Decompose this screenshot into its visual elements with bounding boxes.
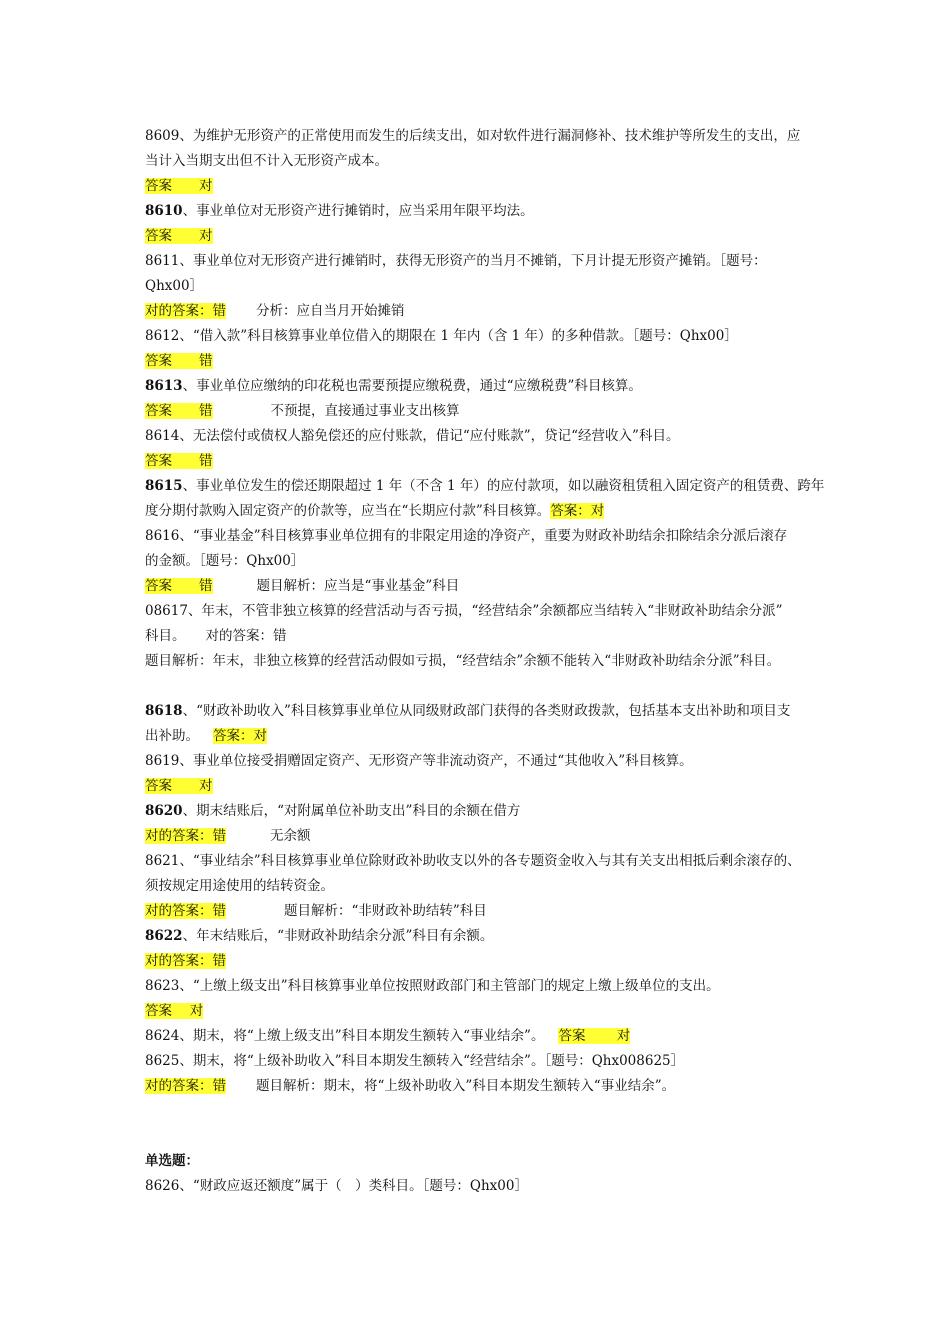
- question-text: 科目。: [145, 628, 186, 644]
- question-text: 、事业单位对无形资产进行摊销时，应当采用年限平均法。: [182, 203, 534, 219]
- answer-8619: [145, 774, 850, 799]
- question-8617-line2: [145, 624, 850, 649]
- answer-highlight: 对的答案：错: [145, 953, 226, 969]
- answer-text: 对的答案：错: [205, 628, 287, 644]
- answer-highlight: 答案：对: [550, 503, 605, 519]
- answer-8614: [145, 449, 850, 474]
- question-8612: 8612、“借入款”科目核算事业单位借入的期限在 1 年内（含 1 年）的多种借款。［题号：Qhx00］: [145, 328, 738, 344]
- answer-highlight: 答案 错: [145, 353, 213, 369]
- question-list: [145, 124, 850, 1199]
- answer-highlight: 答案 对: [145, 778, 213, 794]
- question-8609-line1: 8609、为维护无形资产的正常使用而发生的后续支出，如对软件进行漏洞修补、技术维护等所发生的支出，应: [145, 128, 801, 144]
- question-8619: 8619、事业单位接受捐赠固定资产、无形资产等非流动资产，不通过“其他收入”科目核算。: [145, 753, 693, 769]
- answer-note: 无余额: [270, 828, 311, 844]
- answer-highlight: 对的答案：错: [145, 303, 226, 319]
- question-text: 、“财政补助收入”科目核算事业单位从同级财政部门获得的各类财政拨款，包括基本支出补助和项目支: [182, 703, 791, 719]
- answer-8625: [145, 1074, 850, 1099]
- question-8621-line1: 8621、“事业结余”科目核算事业单位除财政补助收支以外的各专题资金收入与其有关支出相抵后剩余滚存的、: [145, 853, 801, 869]
- question-8618-line2: [145, 724, 850, 749]
- answer-highlight: 答案 错: [145, 453, 213, 469]
- answer-note: 题目解析：期末，将“上级补助收入”科目本期发生额转入“事业结余”。: [256, 1078, 676, 1094]
- question-8614: 8614、无法偿付或债权人豁免偿还的应付账款，借记“应付账款”，贷记“经营收入”科目。: [145, 428, 680, 444]
- answer-highlight: 答案 对: [145, 1003, 204, 1019]
- answer-8616: [145, 574, 850, 599]
- question-8611-line1: 8611、事业单位对无形资产进行摊销时，获得无形资产的当月不摊销，下月计提无形资产摊销。［题号：: [145, 253, 767, 269]
- answer-highlight: 对的答案：错: [145, 828, 226, 844]
- answer-highlight: 对的答案：错: [145, 1078, 226, 1094]
- answer-note: 分析：应自当月开始摊销: [256, 303, 405, 319]
- question-8611-line2: Qhx00］: [145, 278, 204, 294]
- question-number: 8620: [145, 803, 183, 819]
- question-8615-line2: [145, 499, 850, 524]
- question-number: 8610: [145, 203, 183, 219]
- answer-note: 题目解析：应当是“事业基金”科目: [256, 578, 460, 594]
- question-number: 8618: [145, 703, 183, 719]
- answer-highlight: 答案 错: [145, 578, 213, 594]
- question-8610: [145, 199, 850, 224]
- answer-note: 不预提，直接通过事业支出核算: [270, 403, 460, 419]
- question-number: 8622: [145, 928, 183, 944]
- answer-8623: [145, 999, 850, 1024]
- answer-highlight: 对的答案：错: [145, 903, 226, 919]
- question-8623: 8623、“上缴上级支出”科目核算事业单位按照财政部门和主管部门的规定上缴上级单位的支出。: [145, 978, 720, 994]
- question-8613: [145, 374, 850, 399]
- answer-8611: [145, 299, 850, 324]
- question-text: 、期末结账后，“对附属单位补助支出”科目的余额在借方: [182, 803, 521, 819]
- answer-8620: [145, 824, 850, 849]
- answer-8612: [145, 349, 850, 374]
- question-8617-line1: 08617、年末，不管非独立核算的经营活动与否亏损，“经营结余”余额都应当结转入“非财政补助结余分派”: [145, 603, 783, 619]
- answer-highlight: 答案 对: [145, 228, 213, 244]
- answer-note: 题目解析：“非财政补助结转”科目: [284, 903, 487, 919]
- answer-highlight: 答案 对: [558, 1028, 631, 1044]
- question-number: 8613: [145, 378, 183, 394]
- question-8625: 8625、期末，将“上级补助收入”科目本期发生额转入“经营结余”。［题号：Qhx008625］: [145, 1053, 685, 1069]
- question-text: 8624、期末，将“上缴上级支出”科目本期发生额转入“事业结余”。: [145, 1028, 545, 1044]
- question-8621-line2: 须按规定用途使用的结转资金。: [145, 878, 334, 894]
- answer-8609: [145, 174, 850, 199]
- question-text: 、年末结账后，“非财政补助结余分派”科目有余额。: [182, 928, 494, 944]
- question-8609-line2: 当计入当期支出但不计入无形资产成本。: [145, 153, 388, 169]
- question-8626: 8626、“财政应返还额度”属于（ ）类科目。［题号：Qhx00］: [145, 1178, 528, 1194]
- answer-highlight: 答案：对: [213, 728, 267, 744]
- question-text: 度分期付款购入固定资产的价款等，应当在“长期应付款”科目核算。: [145, 503, 551, 519]
- section-title: 单选题：: [145, 1153, 199, 1169]
- question-8622: [145, 924, 850, 949]
- answer-8613: [145, 399, 850, 424]
- question-8616-line2: 的金额。［题号：Qhx00］: [145, 553, 305, 569]
- answer-8610: [145, 224, 850, 249]
- answer-8622: [145, 949, 850, 974]
- question-text: 、事业单位发生的偿还期限超过 1 年（不含 1 年）的应付款项，如以融资租赁租入固定资产的租赁费、跨年: [182, 478, 825, 494]
- answer-highlight: 答案 对: [145, 178, 213, 194]
- answer-8621: [145, 899, 850, 924]
- question-8620: [145, 799, 850, 824]
- answer-highlight: 答案 错: [145, 403, 213, 419]
- question-8616-line1: 8616、“事业基金”科目核算事业单位拥有的非限定用途的净资产，重要为财政补助结余扣除结余分派后滚存: [145, 528, 788, 544]
- analysis-8617: 题目解析：年末，非独立核算的经营活动假如亏损，“经营结余”余额不能转入“非财政补助结余分派”科目。: [145, 653, 781, 669]
- question-text: 出补助。: [145, 728, 199, 744]
- question-text: 、事业单位应缴纳的印花税也需要预提应缴税费，通过“应缴税费”科目核算。: [182, 378, 642, 394]
- question-8624: [145, 1024, 850, 1049]
- question-8615-line1: [145, 474, 850, 499]
- question-8618-line1: [145, 699, 850, 724]
- question-number: 8615: [145, 478, 183, 494]
